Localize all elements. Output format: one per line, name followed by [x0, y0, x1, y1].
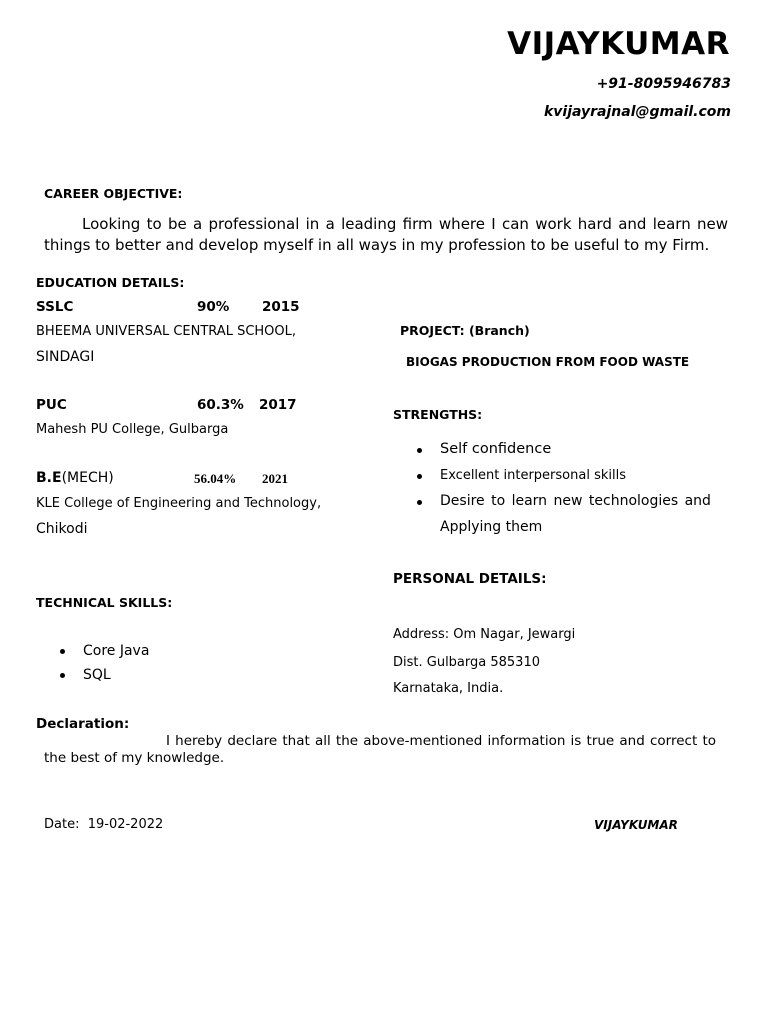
address-line-2: Dist. Gulbarga 585310	[393, 655, 540, 670]
education-institution-be: KLE College of Engineering and Technology,	[36, 496, 322, 511]
technical-skills-heading: TECHNICAL SKILLS:	[36, 595, 173, 610]
education-year-sslc: 2015	[262, 299, 300, 315]
phone-number: +91-8095946783	[596, 76, 731, 92]
address-line-3: Karnataka, India.	[393, 681, 504, 696]
education-institution-sslc: BHEEMA UNIVERSAL CENTRAL SCHOOL,	[36, 324, 297, 339]
project-title: BIOGAS PRODUCTION FROM FOOD WASTE	[406, 355, 690, 369]
date-value: 19-02-2022	[87, 817, 164, 832]
bullet	[417, 474, 422, 479]
technical-skills-list	[57, 643, 149, 691]
education-year-puc: 2017	[259, 397, 297, 413]
education-score-be: 56.04%	[194, 471, 237, 486]
career-objective-text	[44, 214, 728, 256]
declaration-body: I hereby declare that all the above-mentioned information is true and correct to the best of my knowledge.	[44, 733, 716, 766]
education-degree-puc: PUC	[36, 397, 67, 413]
declaration-heading: Declaration:	[36, 716, 130, 732]
bullet	[417, 500, 422, 505]
email-address: kvijayrajnal@gmail.com	[543, 104, 731, 120]
strength-item-1: Self confidence	[414, 441, 551, 457]
personal-details-heading: PERSONAL DETAILS:	[393, 571, 547, 587]
strength-item-3-continued: Applying them	[440, 519, 543, 535]
signature-name: VIJAYKUMAR	[594, 818, 678, 832]
education-degree-be	[36, 470, 114, 486]
project-heading: PROJECT: (Branch)	[400, 323, 530, 338]
education-heading: EDUCATION DETAILS:	[36, 275, 185, 290]
address-line-1: Address: Om Nagar, Jewargi	[393, 627, 576, 642]
education-degree-sslc: SSLC	[36, 299, 74, 315]
career-objective-body: Looking to be a professional in a leading firm where I can work hard and learn new things to better and develop myself in all ways in my profession to be useful to my Firm.	[44, 215, 728, 254]
education-institution-puc: Mahesh PU College, Gulbarga	[36, 422, 229, 437]
bullet	[417, 448, 422, 453]
education-score-puc: 60.3%	[197, 397, 244, 413]
list-item: SQL	[57, 667, 149, 691]
strengths-heading: STRENGTHS:	[393, 407, 483, 422]
education-degree-be-branch: (MECH)	[61, 470, 114, 486]
strength-item-2: Excellent interpersonal skills	[414, 468, 626, 483]
career-objective-heading: CAREER OBJECTIVE:	[44, 186, 183, 201]
declaration-text	[44, 733, 716, 767]
list-item: Core Java	[57, 643, 149, 667]
education-score-sslc: 90%	[197, 299, 230, 315]
education-location-sslc: SINDAGI	[36, 349, 95, 365]
date-label: Date:	[44, 817, 80, 832]
education-degree-be-bold: B.E	[36, 470, 62, 486]
education-year-be: 2021	[262, 471, 288, 486]
strength-item-3: Desire to learn new technologies and	[414, 493, 711, 509]
education-location-be: Chikodi	[36, 521, 88, 537]
date-line	[44, 817, 163, 832]
resume-name: VIJAYKUMAR	[507, 26, 730, 62]
